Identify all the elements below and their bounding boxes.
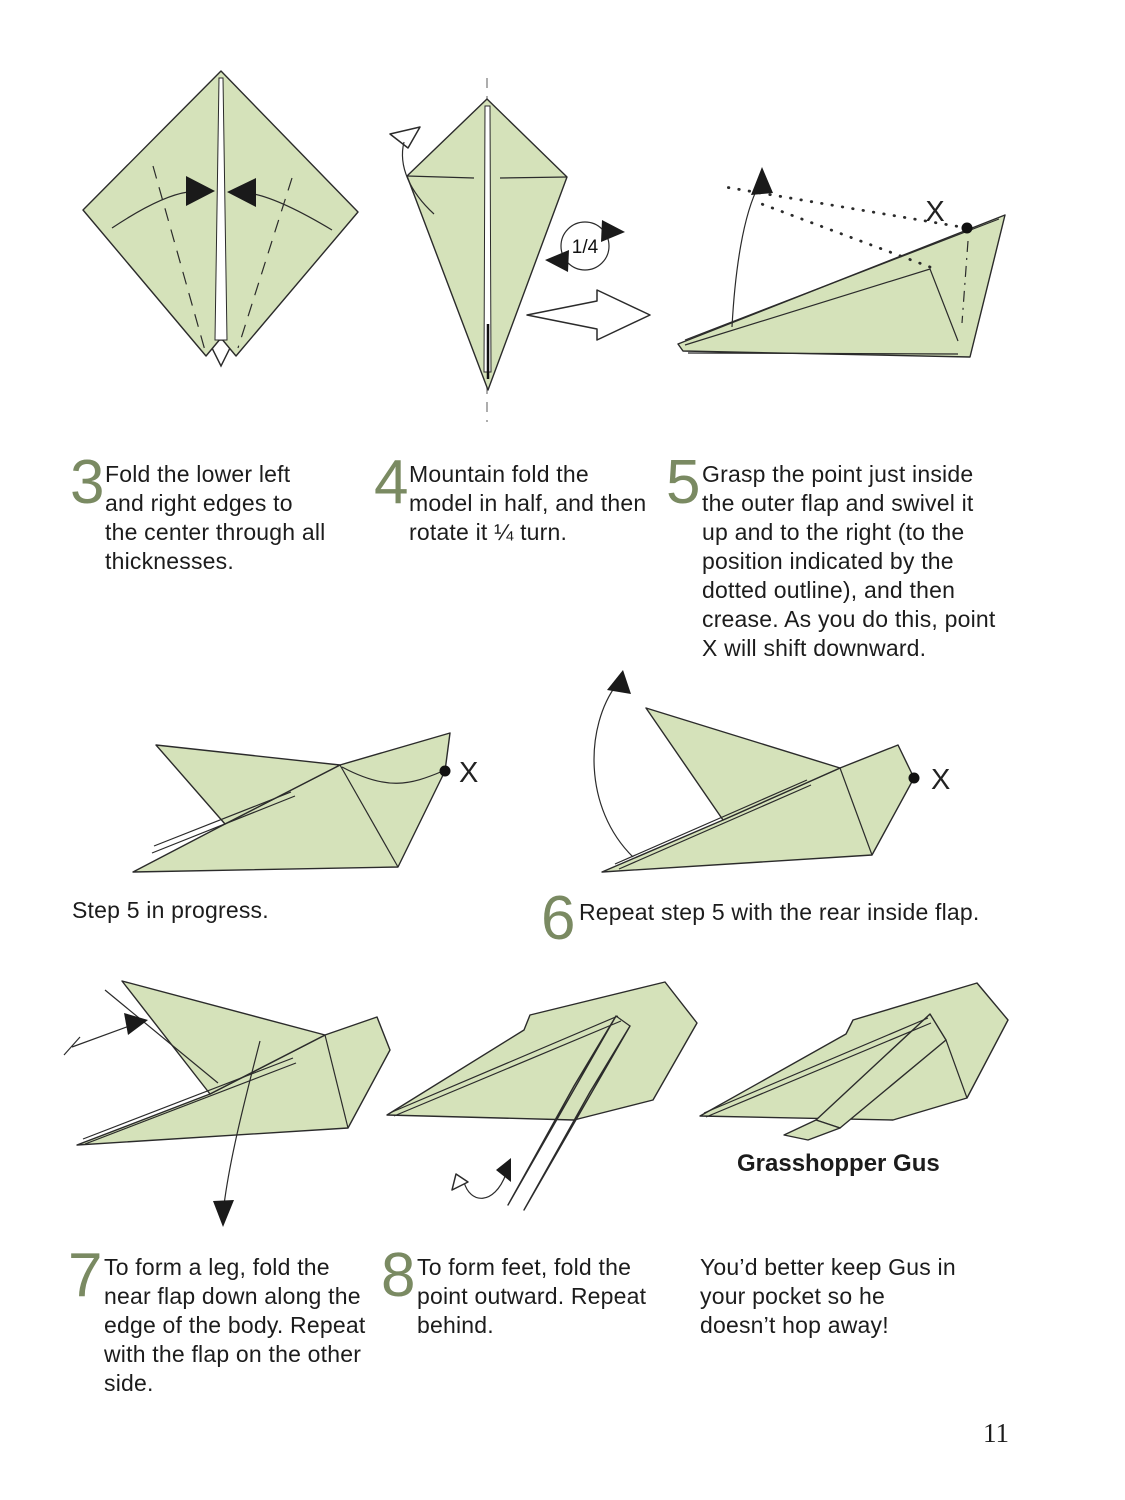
step6-diagram <box>555 668 985 883</box>
step5-diagram <box>663 163 1020 375</box>
leg-fold-arrowhead-icon <box>213 1200 234 1227</box>
rotation-arrowhead-bottom-icon <box>545 250 569 272</box>
x-marker-dot <box>962 223 973 234</box>
step3-number: 3 <box>70 448 105 517</box>
repeat-arrowhead-icon <box>607 670 631 694</box>
foot-fold-arrowhead-icon <box>496 1158 511 1182</box>
rotation-arrowhead-top-icon <box>601 220 625 242</box>
model-name-label: Grasshopper Gus <box>737 1150 940 1177</box>
step6-number: 6 <box>541 884 576 953</box>
quarter-turn-label: 1/4 <box>571 237 599 258</box>
x-marker-label: X <box>459 757 479 789</box>
step7-diagram <box>58 963 418 1233</box>
step3-text: Fold the lower left and right edges to the center through all thicknesses. <box>105 461 326 574</box>
x-marker-dot <box>440 766 451 777</box>
step8-diagram <box>378 968 718 1238</box>
step7-number: 7 <box>68 1241 103 1310</box>
x-marker-label: X <box>931 764 951 796</box>
foot-fold-arc <box>464 1174 506 1198</box>
step8-text: To form feet, fold the point outward. Repeat behind. <box>417 1254 647 1338</box>
step4-text: Mountain fold the model in half, and then rotate it ¼ turn. <box>409 461 647 545</box>
step3-diagram <box>60 48 390 393</box>
mountain-fold-arrow-icon <box>390 127 420 148</box>
step4-number: 4 <box>374 448 409 517</box>
step5-progress-diagram <box>95 703 490 893</box>
swivel-arc <box>732 185 759 327</box>
grasshopper-gus-diagram <box>688 978 1023 1148</box>
closing-text: You’d better keep Gus in your pocket so he doesn’t hop away! <box>700 1254 956 1338</box>
repeat-arc <box>594 684 633 857</box>
page-number: 11 <box>983 1418 1009 1448</box>
step6-text: Repeat step 5 with the rear inside flap. <box>579 899 980 925</box>
push-arrow-tick <box>64 1037 80 1055</box>
step7-text: To form a leg, fold the near flap down along the edge of the body. Repeat with the flap on the other side. <box>104 1254 366 1396</box>
step4-diagram <box>382 74 662 426</box>
x-marker-dot <box>909 773 920 784</box>
swivel-arrowhead-icon <box>751 167 773 195</box>
step5-progress-caption: Step 5 in progress. <box>72 897 269 923</box>
step5-number: 5 <box>666 448 701 517</box>
step8-number: 8 <box>381 1241 416 1310</box>
push-arrowhead-icon <box>124 1013 148 1035</box>
x-marker-label: X <box>925 196 945 228</box>
push-arrow-line <box>72 1025 132 1047</box>
step5-text: Grasp the point just inside the outer flap and swivel it up and to the right (to the position indicated by the dotted outline), and then crease. As you do this, point X will shift downward. <box>702 461 996 661</box>
next-step-arrow-icon <box>527 290 650 340</box>
